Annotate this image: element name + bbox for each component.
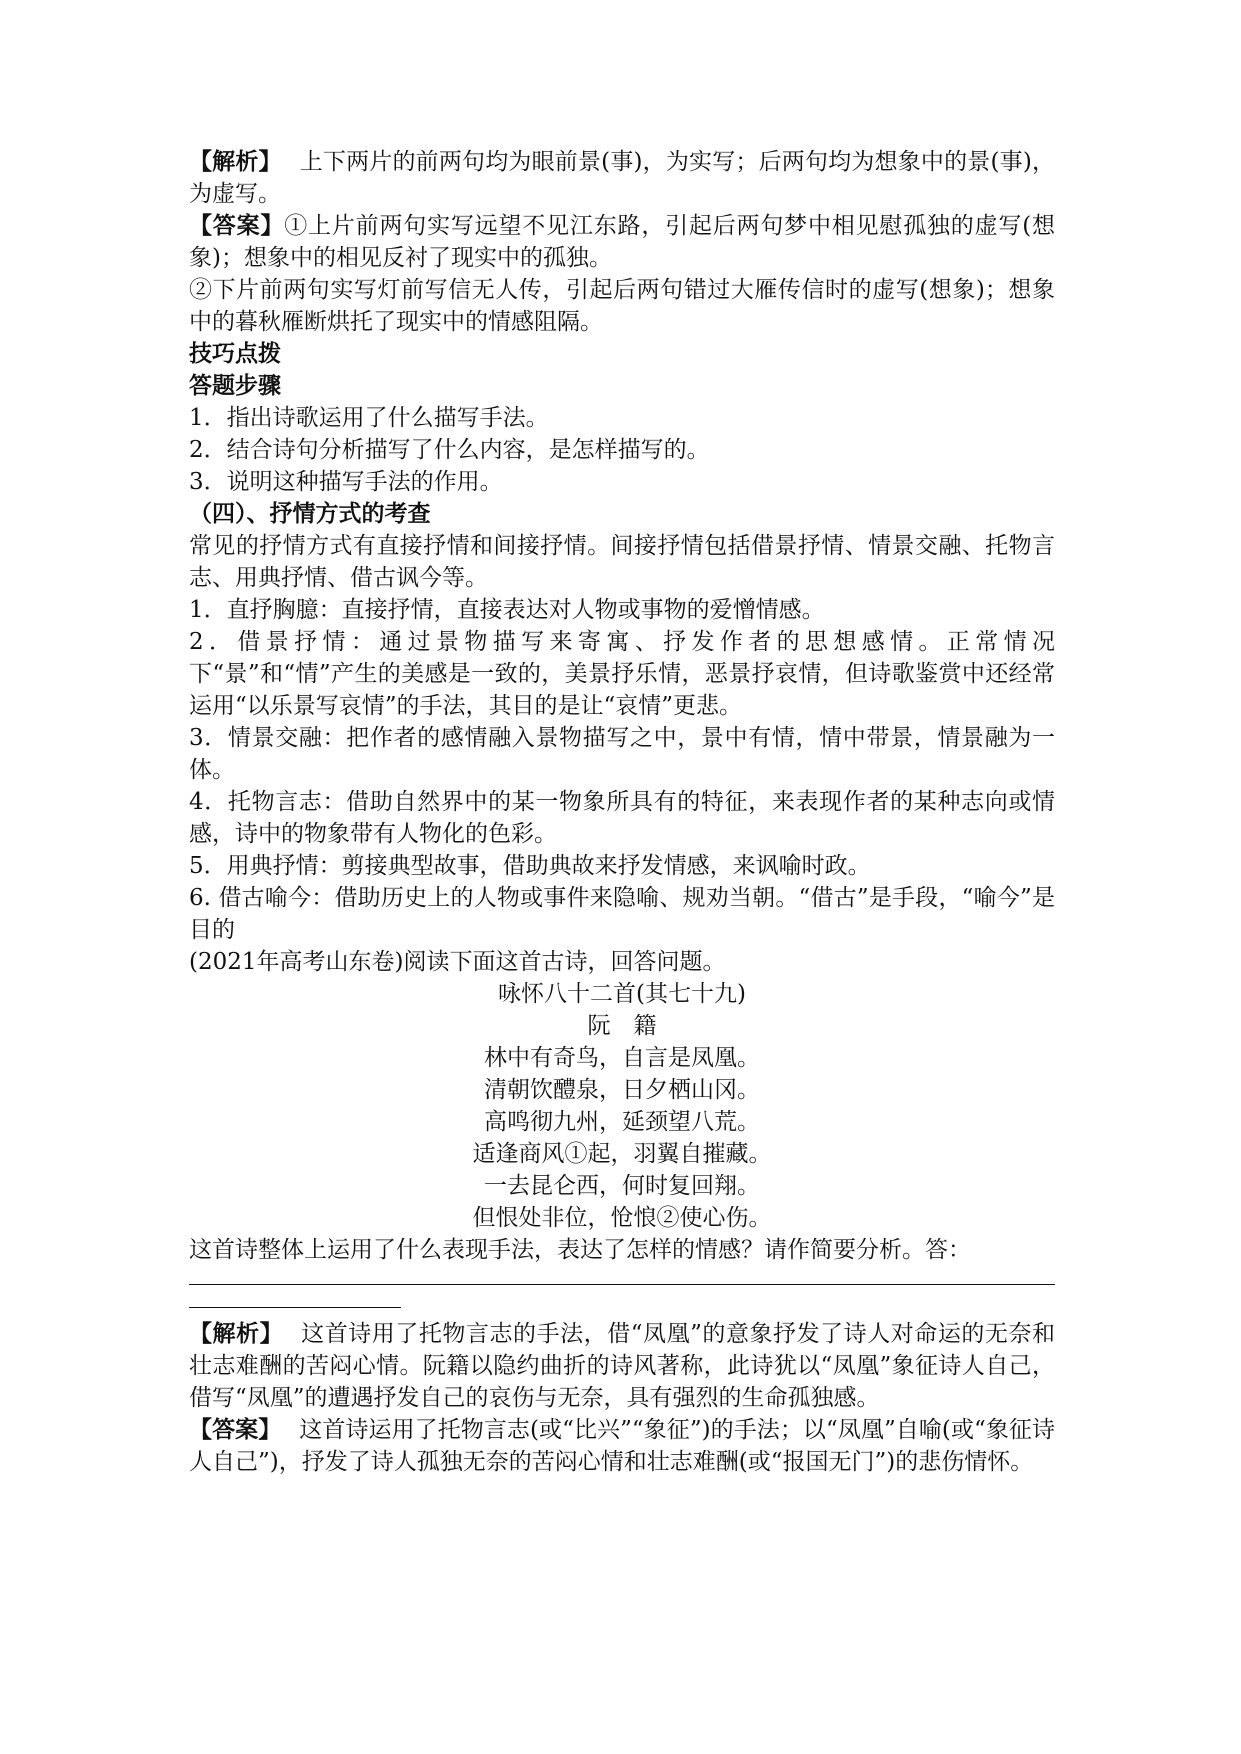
- analysis-paragraph-2: [189, 1318, 1055, 1414]
- question-source: (2021年高考山东卷)阅读下面这首古诗，回答问题。: [189, 949, 726, 975]
- analysis-text: 这首诗用了托物言志的手法，借“凤凰”的意象抒发了诗人对命运的无奈和壮志难酬的苦闷心情。阮籍以隐约曲折的诗风著称，此诗犹以“凤凰”象征诗人自己，借写“凤凰”的遭遇抒发自己的哀伤与无奈，具有强烈的生命孤独感。: [189, 1321, 1055, 1411]
- method-item: 1．直抒胸臆：直接抒情，直接表达对人物或事物的爱憎情感。: [189, 597, 825, 623]
- answer-text-1: ①上片前两句实写远望不见江东路，引起后两句梦中相见慰孤独的虚写(想象)；想象中的相见反衬了现实中的孤独。: [189, 213, 1055, 271]
- answer-text-2: ②下片前两句实写灯前写信无人传，引起后两句错过大雁传信时的虚写(想象)；想象中的暮秋雁断烘托了现实中的情感阻隔。: [189, 277, 1055, 335]
- method-item: 4．托物言志：借助自然界中的某一物象所具有的特征，来表现作者的某种志向或情感，诗中的物象带有人物化的色彩。: [189, 789, 1055, 847]
- poem-line: 清朝饮醴泉，日夕栖山冈。: [484, 1077, 760, 1103]
- answer-blank-line-end[interactable]: [189, 1285, 401, 1308]
- analysis-tag: 【解析】: [189, 1320, 284, 1347]
- poem-line: 但恨处非位，怆悢②使心伤。: [472, 1205, 772, 1231]
- answer-text: 这首诗运用了托物言志(或“比兴”“象征”)的手法；以“凤凰”自喻(或“象征诗人自己”)，抒发了诗人孤独无奈的苦闷心情和壮志难酬(或“报国无门”)的悲伤情怀。: [189, 1417, 1056, 1475]
- answer-tag: 【答案】: [189, 212, 285, 239]
- step-item: 1．指出诗歌运用了什么描写手法。: [189, 405, 549, 431]
- method-item: 6. 借古喻今：借助历史上的人物或事件来隐喻、规劝当朝。“借古”是手段，“喻今”是目的: [189, 885, 1055, 943]
- tips-heading: 技巧点拨: [189, 341, 281, 367]
- method-item: 2．借景抒情：通过景物描写来寄寓、抒发作者的思想感情。正常情况下“景”和“情”产生的美感是一致的，美景抒乐情，恶景抒哀情，但诗歌鉴赏中还经常运用“以乐景写哀情”的手法，其目的是让“哀情”更悲。: [189, 629, 1055, 719]
- analysis-paragraph-1: [189, 146, 1055, 210]
- question-prompt: 这首诗整体上运用了什么表现手法，表达了怎样的情感？请作简要分析。答：: [189, 1237, 971, 1263]
- poem-line: 一去昆仑西，何时复回翔。: [484, 1173, 760, 1199]
- poem-line: 适逢商风①起，羽翼自摧藏。: [472, 1141, 772, 1167]
- document-page: [189, 146, 1055, 1478]
- poem-line: 高鸣彻九州，延颈望八荒。: [484, 1109, 760, 1135]
- steps-heading: 答题步骤: [189, 373, 281, 399]
- poem-title: 咏怀八十二首(其七十九): [498, 981, 746, 1007]
- step-item: 3．说明这种描写手法的作用。: [189, 469, 503, 495]
- method-item: 3．情景交融：把作者的感情融入景物描写之中，景中有情，情中带景，情景融为一体。: [189, 725, 1055, 783]
- section-intro: 常见的抒情方式有直接抒情和间接抒情。间接抒情包括借景抒情、情景交融、托物言志、用典抒情、借古讽今等。: [189, 533, 1055, 591]
- answer-paragraph-2: [189, 1414, 1055, 1478]
- answer-tag: 【答案】: [189, 1416, 282, 1443]
- section-heading: （四）、抒情方式的考查: [189, 501, 431, 527]
- answer-blank-line[interactable]: [189, 1264, 1055, 1285]
- poem-author: 阮 籍: [587, 1013, 657, 1039]
- method-item: 5．用典抒情：剪接典型故事，借助典故来抒发情感，来讽喻时政。: [189, 853, 871, 879]
- poem-line: 林中有奇鸟，自言是凤凰。: [484, 1045, 760, 1071]
- answer-paragraph-1: [189, 210, 1055, 274]
- analysis-tag: 【解析】: [189, 148, 282, 175]
- step-item: 2．结合诗句分析描写了什么内容，是怎样描写的。: [189, 437, 710, 463]
- analysis-text: 上下两片的前两句均为眼前景(事)，为实写；后两句均为想象中的景(事)，为虚写。: [189, 149, 1055, 207]
